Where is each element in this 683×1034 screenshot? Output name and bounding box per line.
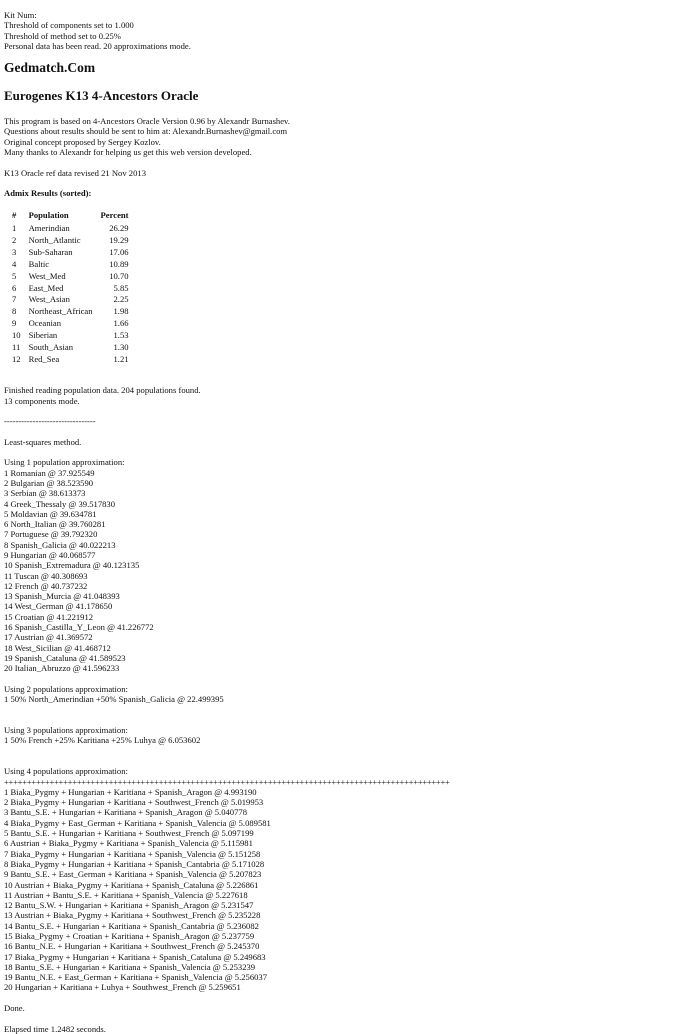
result-line: 11 Austrian + Bantu_S.E. + Karitiana + Spanish_Valencia @ 5.227618 xyxy=(4,889,248,900)
row-number: 5 xyxy=(12,270,17,281)
result-line: 8 Spanish_Galicia @ 40.022213 xyxy=(4,539,116,550)
result-line: 20 Hungarian + Karitiana + Luhya + Southwest_French @ 5.259651 xyxy=(4,982,241,993)
result-line: 3 Serbian @ 38.613373 xyxy=(4,488,86,499)
result-line: 5 Moldavian @ 39.634781 xyxy=(4,508,97,519)
row-population: Oceanian xyxy=(28,318,62,329)
result-line: 18 Bantu_S.E. + Hungarian + Karitiana + Spanish_Valencia @ 5.253239 xyxy=(4,961,256,972)
result-line: 14 Bantu_S.E. + Hungarian + Karitiana + Spanish_Cantabria @ 5.236082 xyxy=(4,920,259,931)
result-line: 4 Biaka_Pygmy + East_German + Karitiana + Spanish_Valencia @ 5.089581 xyxy=(4,817,271,828)
kit-num-line: Kit Num: xyxy=(4,10,37,20)
result-line: 14 West_German @ 41.178650 xyxy=(4,601,113,612)
result-line: 1 Romanian @ 37.925549 xyxy=(4,467,95,478)
admix-header-row xyxy=(8,208,133,222)
row-percent: 5.85 xyxy=(113,282,129,293)
admix-results-table xyxy=(8,208,133,365)
row-percent: 26.29 xyxy=(109,223,129,234)
col-population-header: Population xyxy=(28,210,69,221)
result-line: 1 50% French +25% Karitiana +25% Luhya @ 6.053602 xyxy=(4,735,201,746)
result-line: 11 Tuscan @ 40.308693 xyxy=(4,570,88,581)
col-percent-header: Percent xyxy=(100,210,129,221)
row-population: West_Med xyxy=(28,270,66,281)
result-line: 2 Bulgarian @ 38.523590 xyxy=(4,477,94,488)
row-number: 10 xyxy=(12,330,21,341)
row-number: 7 xyxy=(12,294,17,305)
row-percent: 17.06 xyxy=(109,246,129,257)
result-line: 10 Austrian + Biaka_Pygmy + Karitiana + Spanish_Cataluna @ 5.226861 xyxy=(4,879,259,890)
intro-line: Original concept proposed by Sergey Kozlov. xyxy=(4,136,161,147)
personal-data-line: Personal data has been read. 20 approximations mode. xyxy=(4,40,191,51)
three-population-heading: Using 3 populations approximation: xyxy=(4,725,128,736)
result-line: 7 Biaka_Pygmy + Hungarian + Karitiana + Spanish_Valencia @ 5.151258 xyxy=(4,848,261,859)
row-population: East_Med xyxy=(28,282,64,293)
ref-data-line: K13 Oracle ref data revised 21 Nov 2013 xyxy=(4,167,146,178)
result-line: 5 Bantu_S.E. + Hungarian + Karitiana + Southwest_French @ 5.097199 xyxy=(4,828,254,839)
intro-block xyxy=(4,116,679,157)
row-percent: 1.98 xyxy=(113,306,129,317)
row-percent: 1.21 xyxy=(113,353,129,364)
result-line: 6 North_Italian @ 39.760281 xyxy=(4,519,106,530)
admix-row xyxy=(8,294,133,306)
result-line: 16 Bantu_N.E. + Hungarian + Karitiana + Southwest_French @ 5.245370 xyxy=(4,941,260,952)
row-number: 8 xyxy=(12,306,17,317)
plus-separator: ++++++++++++++++++++++++++++++++++++++++++++++++++++++++++++++++++++++++++++++++++++++++++++++++++ xyxy=(4,776,450,787)
result-line: 7 Portuguese @ 39.792320 xyxy=(4,529,98,540)
three-population-section xyxy=(4,725,679,746)
row-percent: 2.25 xyxy=(113,294,129,305)
admix-row xyxy=(8,270,133,282)
row-population: North_Atlantic xyxy=(28,234,81,245)
result-line: 9 Hungarian @ 40.068577 xyxy=(4,550,96,560)
admix-row xyxy=(8,329,133,341)
one-population-section xyxy=(4,457,679,673)
row-number: 12 xyxy=(12,353,21,364)
admix-row xyxy=(8,282,133,294)
admix-row xyxy=(8,258,133,270)
row-population: Northeast_African xyxy=(28,306,93,317)
result-line: 6 Austrian + Biaka_Pygmy + Karitiana + Spanish_Valencia @ 5.115981 xyxy=(4,838,253,849)
row-population: Amerindian xyxy=(28,223,70,234)
site-title: Gedmatch.Com xyxy=(4,60,96,76)
row-number: 6 xyxy=(12,282,17,293)
admix-row xyxy=(8,353,133,365)
row-percent: 1.53 xyxy=(113,330,129,341)
components-mode-line: 13 components mode. xyxy=(4,395,80,406)
row-percent: 1.66 xyxy=(113,318,129,329)
row-number: 2 xyxy=(12,234,17,245)
result-line: 9 Bantu_S.E. + East_German + Karitiana + Spanish_Valencia @ 5.207823 xyxy=(4,869,262,880)
row-percent: 1.30 xyxy=(113,341,129,352)
result-line: 1 50% North_Amerindian +50% Spanish_Galicia @ 22.499395 xyxy=(4,694,224,705)
row-population: Baltic xyxy=(28,258,50,269)
intro-line: Many thanks to Alexandr for helping us get this web version developed. xyxy=(4,147,252,158)
admix-row xyxy=(8,341,133,353)
admix-row xyxy=(8,222,133,234)
result-line: 16 Spanish_Castilla_Y_Leon @ 41.226772 xyxy=(4,622,154,633)
row-population: Sub-Saharan xyxy=(28,246,73,257)
dash-separator: -------------------------------- xyxy=(4,416,96,427)
result-line: 20 Italian_Abruzzo @ 41.596233 xyxy=(4,663,120,674)
done-line: Done. xyxy=(4,1003,25,1014)
result-line: 13 Austrian + Biaka_Pygmy + Karitiana + Southwest_French @ 5.235228 xyxy=(4,910,261,921)
admix-row xyxy=(8,234,133,246)
admix-row xyxy=(8,246,133,258)
row-percent: 19.29 xyxy=(109,234,129,245)
header-block xyxy=(4,10,679,51)
result-line: 1 Biaka_Pygmy + Hungarian + Karitiana + Spanish_Aragon @ 4.993190 xyxy=(4,786,257,797)
two-population-section xyxy=(4,684,679,705)
row-number: 4 xyxy=(12,258,17,269)
one-population-heading: Using 1 population approximation: xyxy=(4,457,125,468)
finished-reading-line: Finished reading population data. 204 populations found. xyxy=(4,385,201,396)
row-percent: 10.70 xyxy=(109,270,129,281)
intro-line: This program is based on 4-Ancestors Oracle Version 0.96 by Alexandr Burnashev. xyxy=(4,116,290,127)
result-line: 15 Biaka_Pygmy + Croatian + Karitiana + Spanish_Aragon @ 5.237759 xyxy=(4,930,255,941)
two-population-heading: Using 2 populations approximation: xyxy=(4,683,128,694)
admix-row xyxy=(8,317,133,329)
result-line: 10 Spanish_Extremadura @ 40.123135 xyxy=(4,560,140,571)
row-population: Siberian xyxy=(28,330,58,341)
four-population-list xyxy=(4,787,679,993)
row-population: West_Asian xyxy=(28,294,70,305)
result-line: 15 Croatian @ 41.221912 xyxy=(4,611,94,622)
result-line: 19 Spanish_Cataluna @ 41.589523 xyxy=(4,652,126,663)
method-threshold-line: Threshold of method set to 0.25% xyxy=(4,30,121,41)
row-number: 3 xyxy=(12,246,17,257)
admix-table-body xyxy=(8,222,133,365)
admix-heading: Admix Results (sorted): xyxy=(4,187,92,198)
result-line: 12 French @ 40.737232 xyxy=(4,580,88,591)
elapsed-time-line: Elapsed time 1.2482 seconds. xyxy=(4,1023,106,1034)
result-line: 8 Biaka_Pygmy + Hungarian + Karitiana + Spanish_Cantabria @ 5.171028 xyxy=(4,858,265,869)
row-number: 9 xyxy=(12,318,17,329)
intro-line: Questions about results should be sent to him at: Alexandr.Burnashev@gmail.com xyxy=(4,126,288,137)
result-line: 13 Spanish_Murcia @ 41.048393 xyxy=(4,591,120,602)
result-line: 4 Greek_Thessaly @ 39.517830 xyxy=(4,498,116,509)
four-population-heading: Using 4 populations approximation: xyxy=(4,766,128,777)
oracle-title: Eurogenes K13 4-Ancestors Oracle xyxy=(4,88,199,104)
row-number: 11 xyxy=(12,341,21,352)
four-population-section xyxy=(4,766,679,993)
row-population: South_Asian xyxy=(28,341,73,352)
result-line: 2 Biaka_Pygmy + Hungarian + Karitiana + Southwest_French @ 5.019953 xyxy=(4,797,264,808)
result-line: 12 Bantu_S.W. + Hungarian + Karitiana + Spanish_Aragon @ 5.231547 xyxy=(4,900,254,911)
row-percent: 10.89 xyxy=(109,258,129,269)
row-population: Red_Sea xyxy=(28,353,60,364)
row-number: 1 xyxy=(12,223,17,234)
col-number-header: # xyxy=(12,210,17,221)
result-line: 3 Bantu_S.E. + Hungarian + Karitiana + Spanish_Aragon @ 5.040778 xyxy=(4,807,247,818)
result-line: 19 Bantu_N.E. + East_German + Karitiana + Spanish_Valencia @ 5.256037 xyxy=(4,972,268,983)
result-line: 17 Biaka_Pygmy + Hungarian + Karitiana + Spanish_Cataluna @ 5.249683 xyxy=(4,951,266,962)
result-line: 18 West_Sicilian @ 41.468712 xyxy=(4,642,111,653)
result-line: 17 Austrian @ 41.369572 xyxy=(4,632,93,643)
admix-row xyxy=(8,306,133,318)
components-threshold-line: Threshold of components set to 1.000 xyxy=(4,20,134,31)
one-population-list xyxy=(4,468,679,674)
method-line: Least-squares method. xyxy=(4,436,82,447)
